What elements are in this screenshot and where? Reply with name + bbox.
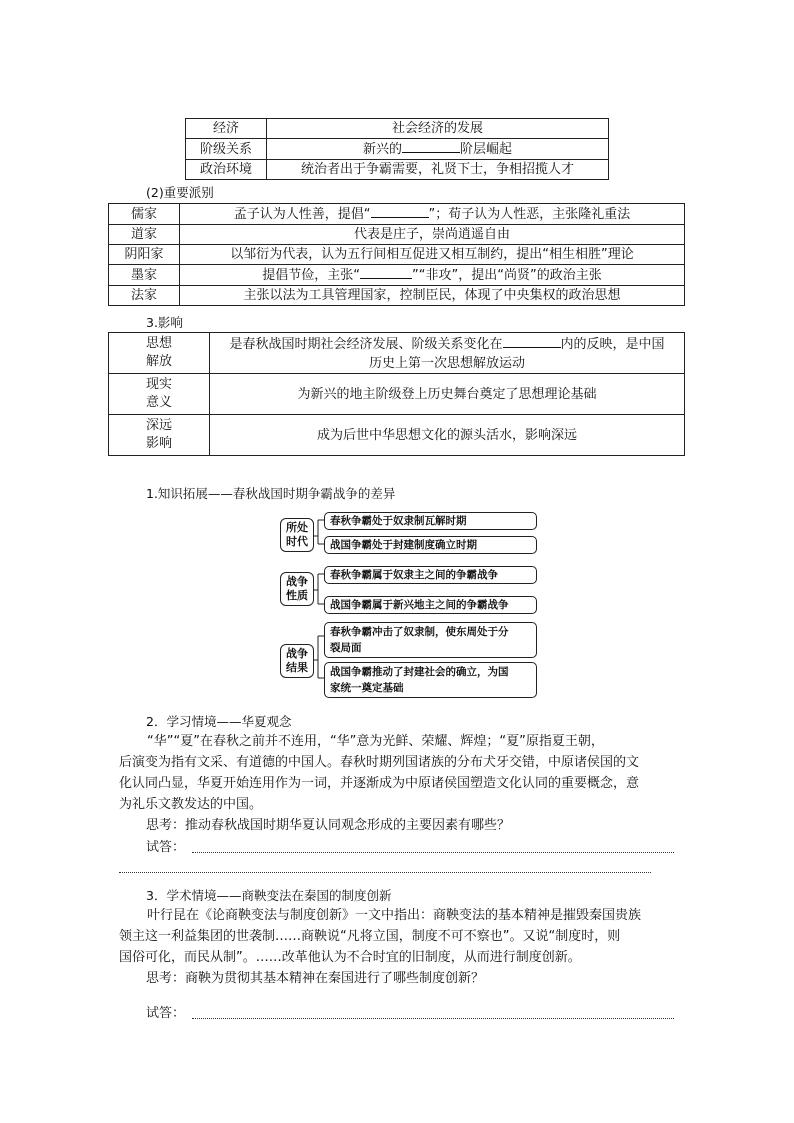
table-row bbox=[109, 245, 685, 265]
table-row bbox=[109, 204, 685, 225]
question: 思考：推动春秋战国时期华夏认同观念形成的主要因素有哪些？ bbox=[146, 818, 511, 833]
school-name: 阴阳家 bbox=[109, 245, 180, 265]
mind-map-leaf: 春秋争霸属于奴隶主之间的争霸战争 bbox=[324, 566, 537, 584]
passage-line: 为礼乐文教发达的中国。 bbox=[119, 797, 263, 812]
influence-content: 为新兴的地主阶级登上历史舞台奠定了思想理论基础 bbox=[210, 374, 685, 415]
passage-line: 后演变为指有文采、有道德的中国人。春秋时期列国诸族的分布犬牙交错，中原诸侯国的文 bbox=[119, 755, 640, 770]
school-content: 代表是庄子，崇尚逍遥自由 bbox=[180, 225, 685, 245]
passage-line: 叶行昆在《论商鞅变法与制度创新》一文中指出：商鞅变法的基本精神是摧毁秦国贵族 bbox=[147, 908, 642, 923]
passage-line: 化认同凸显，华夏开始连用作为一词，并逐渐成为中原诸侯国塑造文化认同的重要概念，意 bbox=[119, 776, 640, 791]
fill-blank[interactable] bbox=[503, 334, 561, 348]
row-content: 统治者出于争霸需要，礼贤下士，争相招揽人才 bbox=[267, 160, 609, 180]
schools-table bbox=[108, 203, 685, 306]
influence-label: 深远 影响 bbox=[109, 415, 210, 456]
school-name: 儒家 bbox=[109, 204, 180, 225]
school-name: 法家 bbox=[109, 286, 180, 306]
row-label: 政治环境 bbox=[186, 160, 267, 180]
influence-label: 思想 解放 bbox=[109, 333, 210, 374]
table-row bbox=[109, 333, 685, 374]
table-row bbox=[109, 265, 685, 286]
fill-blank[interactable] bbox=[371, 204, 429, 218]
table-row bbox=[109, 415, 685, 456]
influence-content: 成为后世中华思想文化的源头活水，影响深远 bbox=[210, 415, 685, 456]
mind-map-leaf: 战国争霸属于新兴地主之间的争霸战争 bbox=[324, 596, 537, 614]
section-title: (2)重要派别 bbox=[146, 185, 214, 200]
passage-line: 国俗可化，而民从制”。……改革他认为不合时宜的旧制度，从而进行制度创新。 bbox=[119, 950, 581, 965]
mind-map-node: 所处 时代 bbox=[280, 518, 314, 552]
mind-map-node: 战争 结果 bbox=[280, 644, 314, 678]
mind-map-leaf: 春秋争霸冲击了奴隶制，使东周处于分 裂局面 bbox=[324, 622, 537, 658]
society-table bbox=[185, 118, 609, 180]
table-row bbox=[109, 286, 685, 306]
answer-label: 试答： bbox=[146, 840, 186, 855]
influence-content: 是春秋战国时期社会经济发展、阶级关系变化在 内的反映，是中国 历史上第一次思想解放运动 bbox=[210, 333, 685, 374]
mind-map-node: 战争 性质 bbox=[280, 572, 314, 606]
mind-map-leaf: 春秋争霸处于奴隶制瓦解时期 bbox=[324, 512, 537, 530]
school-content: 主张以法为工具管理国家，控制臣民，体现了中央集权的政治思想 bbox=[180, 286, 685, 306]
fill-blank[interactable] bbox=[360, 265, 412, 279]
table-row bbox=[186, 139, 609, 160]
passage-line: “华”“夏”在春秋之前并不连用，“华”意为光鲜、荣耀、辉煌；“夏”原指夏王朝， bbox=[147, 734, 604, 749]
school-content: 提倡节俭，主张“ ”“非攻”，提出“尚贤”的政治主张 bbox=[180, 265, 685, 286]
table-row bbox=[109, 374, 685, 415]
answer-line[interactable] bbox=[119, 871, 651, 873]
fill-blank[interactable] bbox=[402, 139, 460, 153]
section-title: 3.影响 bbox=[146, 315, 183, 330]
school-content: 以邹衍为代表，认为五行间相互促进又相互制约，提出“相生相胜”理论 bbox=[180, 245, 685, 265]
section-title: 1.知识拓展——春秋战国时期争霸战争的差异 bbox=[146, 486, 396, 501]
section-title: 3．学术情境——商鞅变法在秦国的制度创新 bbox=[146, 888, 392, 903]
row-content: 新兴的 阶层崛起 bbox=[267, 139, 609, 160]
row-label: 经济 bbox=[186, 119, 267, 139]
influence-label: 现实 意义 bbox=[109, 374, 210, 415]
mind-map bbox=[278, 508, 540, 698]
question: 思考：商鞅为贯彻其基本精神在秦国进行了哪些制度创新？ bbox=[146, 971, 485, 986]
answer-label: 试答： bbox=[146, 1006, 186, 1021]
table-row bbox=[109, 225, 685, 245]
section-title: 2．学习情境——华夏观念 bbox=[146, 714, 292, 729]
mind-map-leaf: 战国争霸处于封建制度确立时期 bbox=[324, 536, 537, 554]
passage-line: 领主这一利益集团的世袭制……商鞅说“凡将立国，制度不可不察也”。又说“制度时，则 bbox=[119, 929, 621, 944]
passage bbox=[119, 731, 699, 815]
row-content: 社会经济的发展 bbox=[267, 119, 609, 139]
table-row bbox=[186, 119, 609, 139]
answer-line[interactable] bbox=[192, 1017, 674, 1019]
passage bbox=[119, 905, 699, 968]
table-row bbox=[186, 160, 609, 180]
influence-table bbox=[108, 332, 685, 456]
row-label: 阶级关系 bbox=[186, 139, 267, 160]
school-content: 孟子认为人性善，提倡“ ”；荀子认为人性恶，主张隆礼重法 bbox=[180, 204, 685, 225]
school-name: 墨家 bbox=[109, 265, 180, 286]
answer-line[interactable] bbox=[192, 851, 674, 853]
school-name: 道家 bbox=[109, 225, 180, 245]
mind-map-leaf: 战国争霸推动了封建社会的确立，为国 家统一奠定基础 bbox=[324, 662, 537, 698]
